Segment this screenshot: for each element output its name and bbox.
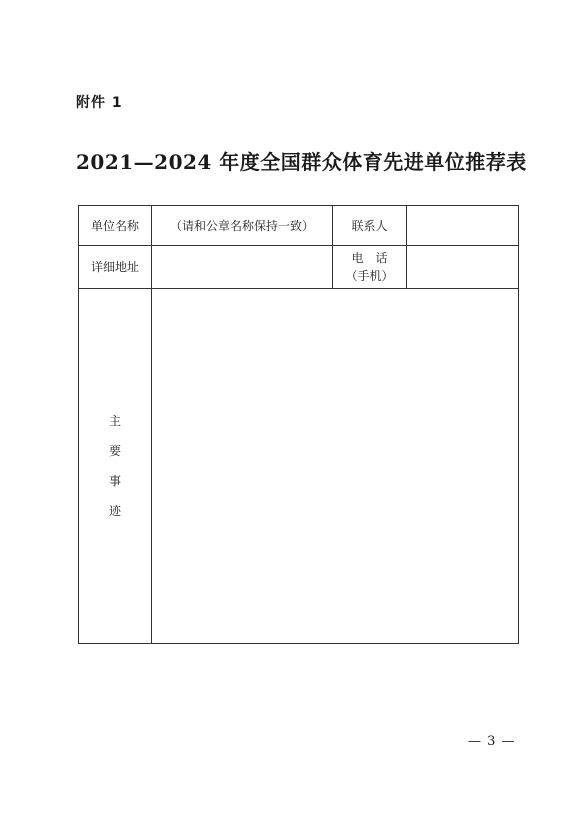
address-field[interactable] xyxy=(152,246,333,289)
unit-name-label: 单位名称 xyxy=(79,206,152,246)
phone-label-line1: 电 话 xyxy=(351,251,388,265)
form-row-address xyxy=(79,246,519,289)
form-row-unit xyxy=(79,206,519,246)
deeds-field[interactable] xyxy=(152,289,519,644)
phone-label-line2: （手机） xyxy=(345,269,394,283)
phone-field[interactable] xyxy=(407,246,519,289)
attachment-label: 附件 1 xyxy=(76,95,123,111)
phone-label xyxy=(333,246,407,289)
contact-label: 联系人 xyxy=(333,206,407,246)
page-number: — 3 — xyxy=(468,734,516,749)
form-row-deeds xyxy=(79,289,519,644)
document-title: 2021—2024 年度全国群众体育先进单位推荐表 xyxy=(76,150,527,174)
contact-field[interactable] xyxy=(407,206,519,246)
recommendation-form-table xyxy=(78,205,519,644)
unit-name-field[interactable]: （请和公章名称保持一致） xyxy=(152,206,333,246)
address-label: 详细地址 xyxy=(79,246,152,289)
deeds-label-cell xyxy=(79,289,152,644)
deeds-label: 主要事迹 xyxy=(108,414,121,518)
